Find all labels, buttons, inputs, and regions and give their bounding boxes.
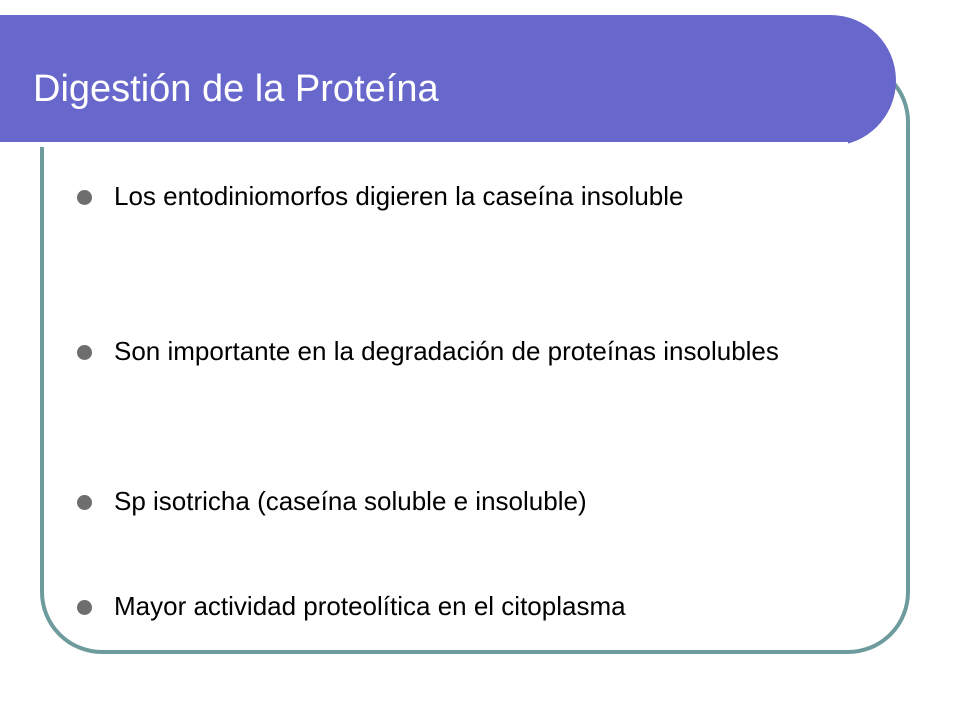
bullet-text: Sp isotricha (caseína soluble e insoluble) [114, 486, 587, 516]
slide-title: Digestión de la Proteína [33, 68, 439, 110]
bullet-dot-icon [77, 345, 92, 360]
bullet-dot-icon [77, 600, 92, 615]
bullet-text: Los entodiniomorfos digieren la caseína insoluble [114, 181, 684, 211]
title-bar [0, 15, 896, 146]
bullet-text: Mayor actividad proteolítica en el citoplasma [114, 591, 626, 621]
title-underline [0, 142, 848, 147]
bullet-dot-icon [77, 495, 92, 510]
bullet-dot-icon [77, 190, 92, 205]
bullet-text: Son importante en la degradación de proteínas insolubles [114, 336, 779, 366]
